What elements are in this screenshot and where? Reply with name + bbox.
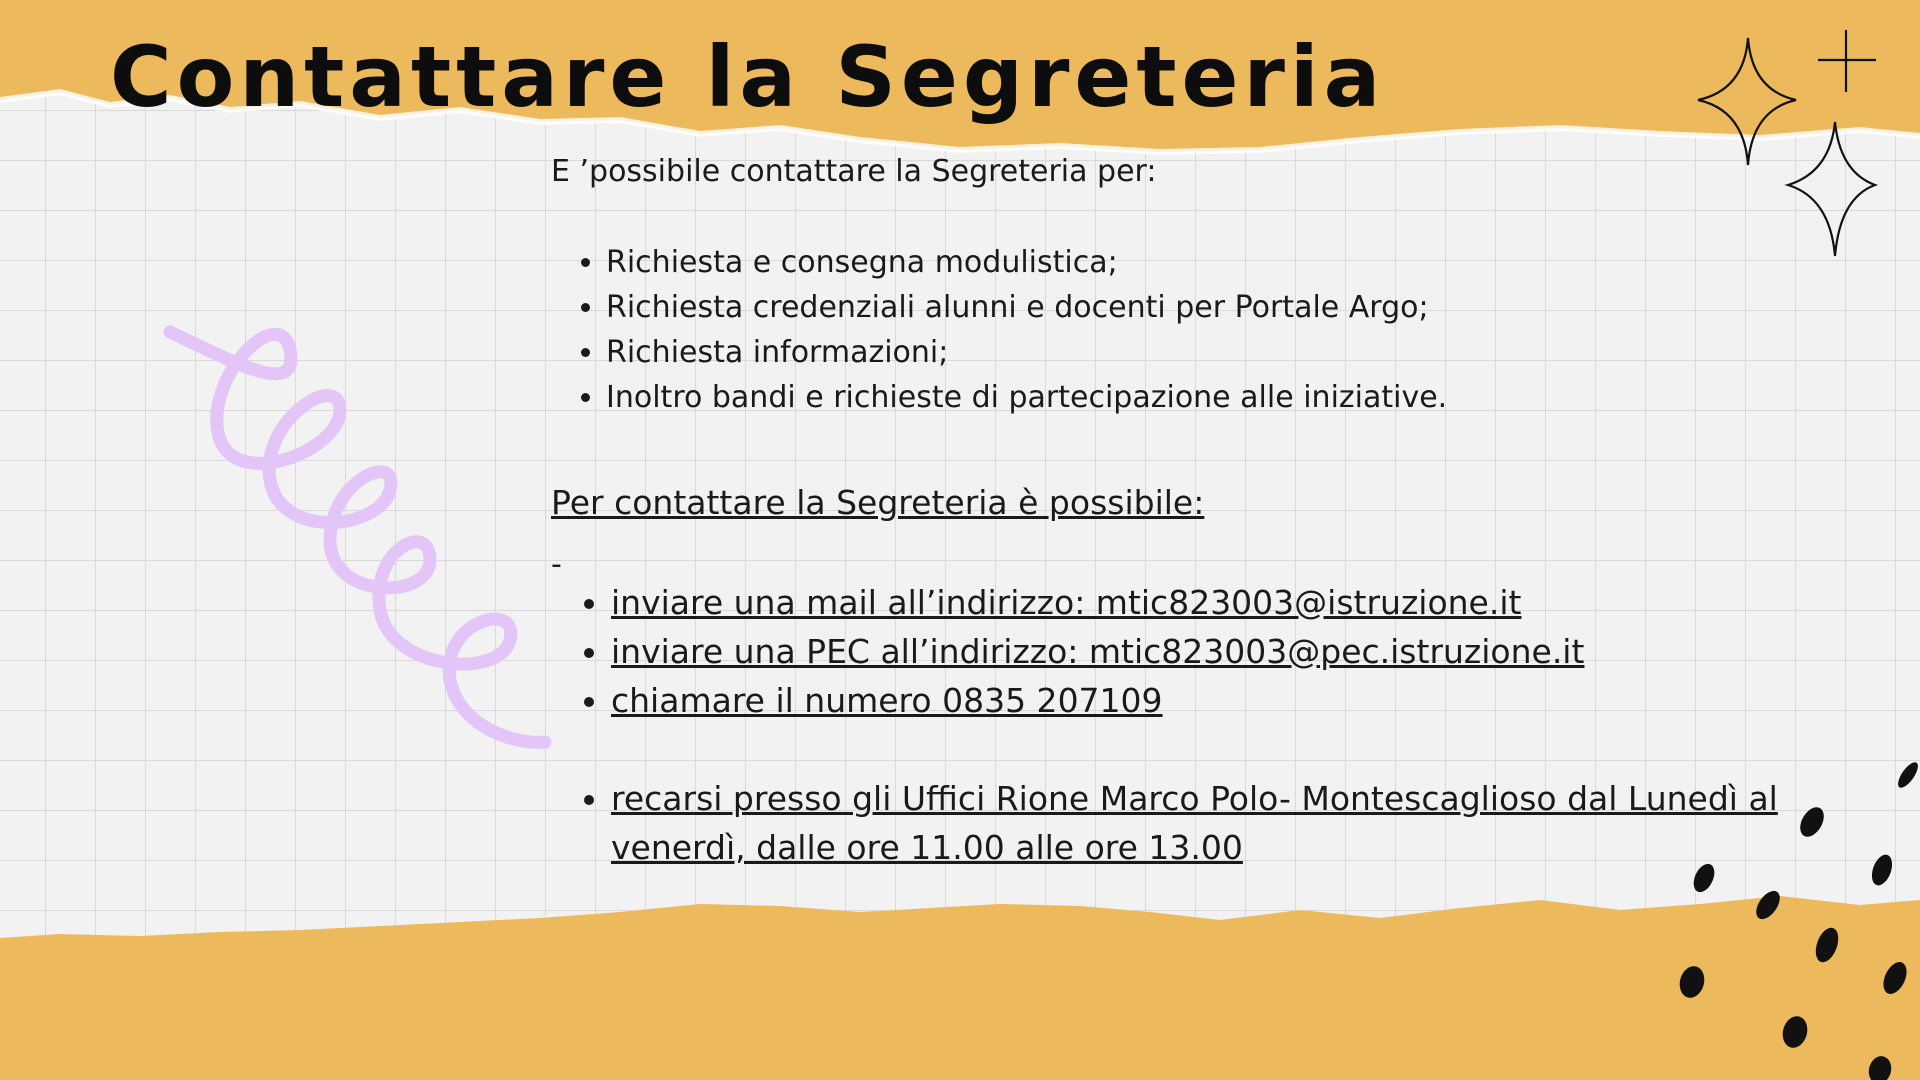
dash-marker: - (551, 547, 562, 582)
contact-visit-item: • recarsi presso gli Uffici Rione Marco Polo- Montescaglioso dal Lunedì al venerdì, dalle ore 11.00 alle ore 13.00 (611, 774, 1851, 872)
contact-methods-list (551, 578, 1851, 872)
page-title: Contattare la Segreteria (110, 28, 1386, 126)
intro-text: E ’possibile contattare la Segreteria per: (551, 154, 1157, 189)
list-item: • Inoltro bandi e richieste di partecipazione alle iniziative. (606, 375, 1447, 420)
reasons-list (551, 240, 1447, 420)
contact-phone-item[interactable] (611, 676, 1851, 725)
phone-underlined-text: chiamare il numero 0835 2 (611, 681, 1058, 720)
contact-pec-link[interactable]: • inviare una PEC all’indirizzo: mtic823003@pec.istruzione.it (611, 627, 1851, 676)
list-item: • Richiesta credenziali alunni e docenti per Portale Argo; (606, 285, 1447, 330)
list-item: • Richiesta informazioni; (606, 330, 1447, 375)
contact-heading: Per contattare la Segreteria è possibile: (551, 483, 1205, 522)
list-item: • Richiesta e consegna modulistica; (606, 240, 1447, 285)
contact-mail-link[interactable]: • inviare una mail all’indirizzo: mtic823003@istruzione.it (611, 578, 1851, 627)
phone-rest-text: 07109 (1057, 681, 1163, 720)
